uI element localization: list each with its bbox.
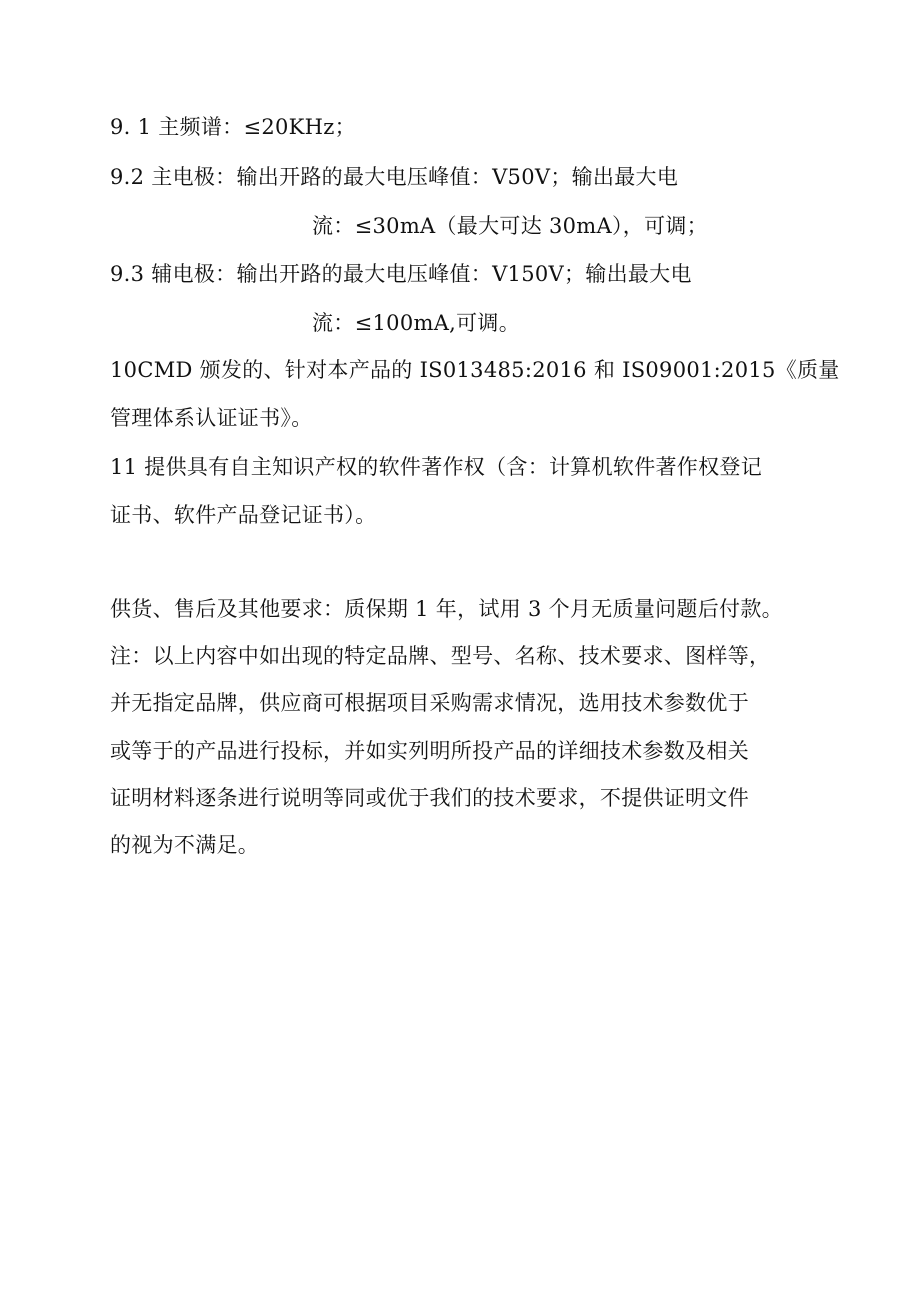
spec-9-2-line2: 流：≤30mA（最大可达 30mA），可调； bbox=[312, 214, 708, 238]
note-line-2: 并无指定品牌，供应商可根据项目采购需求情况，选用技术参数优于 bbox=[110, 691, 749, 715]
item-11-line1: 11 提供具有自主知识产权的软件著作权（含：计算机软件著作权登记 bbox=[110, 455, 762, 479]
note-line-5: 的视为不满足。 bbox=[110, 833, 260, 857]
note-line-1: 注：以上内容中如出现的特定品牌、型号、名称、技术要求、图样等， bbox=[110, 644, 771, 668]
item-10-line1: 10CMD 颁发的、针对本产品的 IS013485:2016 和 IS09001:2015《质量 bbox=[110, 358, 840, 382]
note-line-4: 证明材料逐条进行说明等同或优于我们的技术要求，不提供证明文件 bbox=[110, 786, 749, 810]
spec-9-1: 9. 1 主频谱：≤20KHz； bbox=[110, 115, 356, 139]
item-11-line2: 证书、软件产品登记证书）。 bbox=[110, 503, 377, 527]
note-line-3: 或等于的产品进行投标，并如实列明所投产品的详细技术参数及相关 bbox=[110, 739, 749, 763]
spec-9-3-line2: 流：≤100mA,可调。 bbox=[312, 311, 521, 335]
supply-requirements: 供货、售后及其他要求：质保期 1 年，试用 3 个月无质量问题后付款。 bbox=[110, 597, 783, 621]
spec-9-3-line1: 9.3 辅电极：输出开路的最大电压峰值：V150V；输出最大电 bbox=[110, 262, 692, 286]
item-10-line2: 管理体系认证证书》。 bbox=[110, 406, 313, 430]
spec-9-2-line1: 9.2 主电极：输出开路的最大电压峰值：V50V；输出最大电 bbox=[110, 165, 679, 189]
